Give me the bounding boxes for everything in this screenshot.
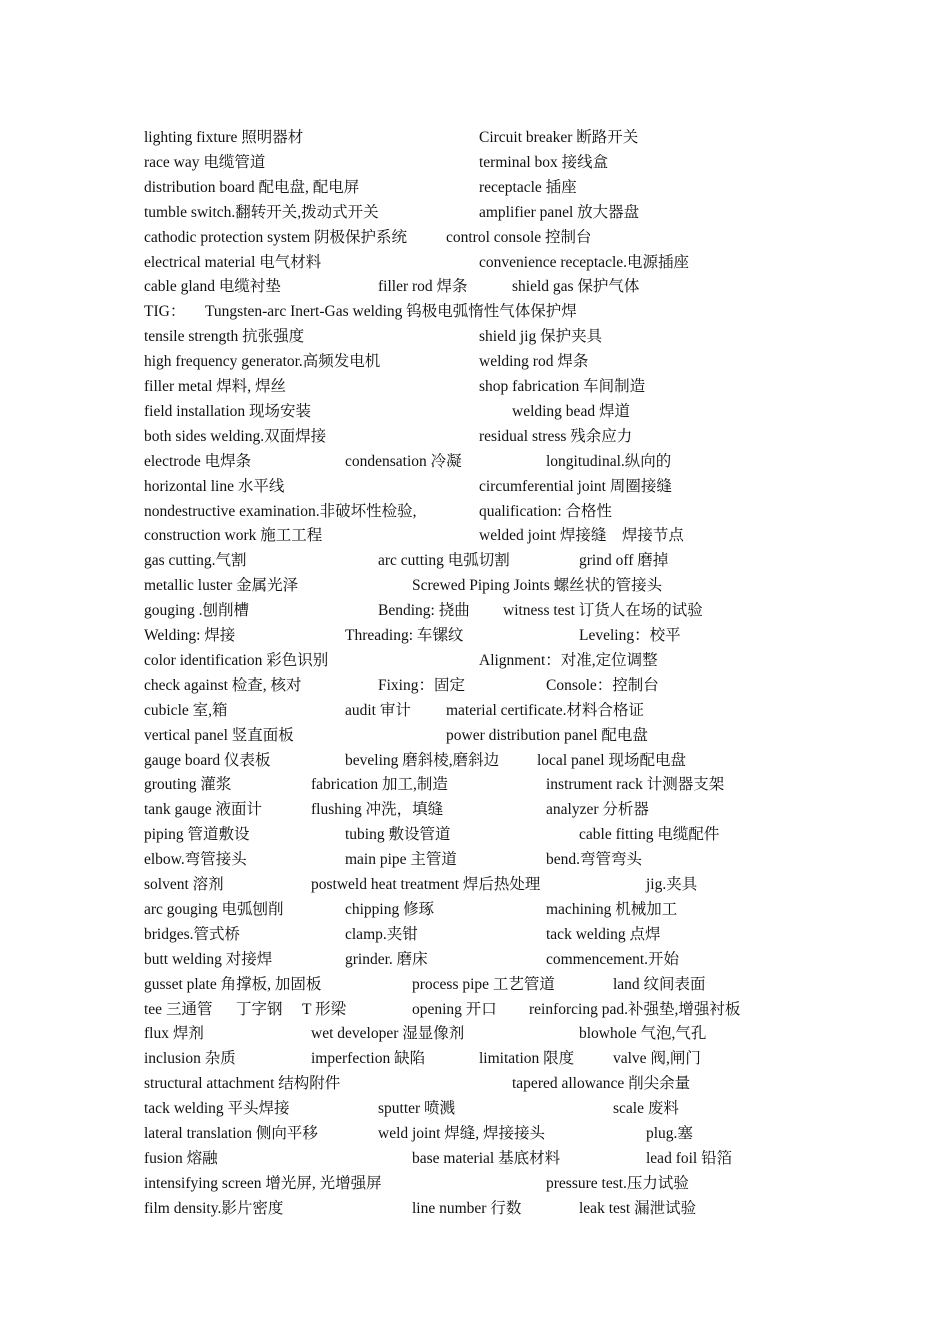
glossary-line [0,474,950,499]
glossary-line [0,772,950,797]
glossary-entry: beveling 磨斜棱,磨斜边 [345,751,500,769]
glossary-line [0,673,950,698]
glossary-entry: Bending: 挠曲 [378,602,470,620]
glossary-entry: Console：控制台 [546,676,659,694]
glossary-entry: electrode 电焊条 [144,452,252,470]
glossary-entry: material certificate.材料合格证 [446,701,644,719]
glossary-entry: base material 基底材料 [412,1149,561,1167]
glossary-entry: opening 开口 [412,1000,497,1018]
glossary-entry: piping 管道敷设 [144,826,250,844]
glossary-entry: tee 三通管 [144,1000,213,1018]
glossary-entry: convenience receptacle.电源插座 [479,253,690,271]
glossary-entry: gusset plate 角撑板, 加固板 [144,975,322,993]
glossary-entry: local panel 现场配电盘 [537,751,686,769]
glossary-entry: welding bead 焊道 [512,402,630,420]
glossary-entry: tapered allowance 削尖余量 [512,1075,691,1093]
glossary-entry: commencement.开始 [546,950,679,968]
glossary-entry: Alignment：对准,定位调整 [479,651,658,669]
glossary-entry: Tungsten-arc Inert-Gas welding 钨极电弧惰性气体保护焊 [205,303,577,321]
glossary-line [0,274,950,299]
glossary-entry: terminal box 接线盒 [479,153,609,171]
glossary-entry: tack welding 点焊 [546,925,661,943]
glossary-entry: both sides welding.双面焊接 [144,427,327,445]
glossary-line [0,449,950,474]
glossary-line [0,1046,950,1071]
glossary-line [0,1121,950,1146]
glossary-line [0,648,950,673]
glossary-entry: plug.塞 [646,1125,693,1142]
glossary-entry: machining 机械加工 [546,900,678,918]
glossary-line [0,1021,950,1046]
glossary-entry: Circuit breaker 断路开关 [479,129,639,146]
glossary-line [0,150,950,175]
glossary-entry: butt welding 对接焊 [144,950,273,968]
glossary-line [0,947,950,972]
glossary-line [0,797,950,822]
glossary-entry: TIG： [144,303,186,321]
glossary-entry: inclusion 杂质 [144,1050,236,1068]
glossary-entry: gas cutting.气割 [144,552,247,570]
glossary-line [0,698,950,723]
glossary-entry: Fixing：固定 [378,676,465,694]
glossary-entry: qualification: 合格性 [479,502,613,520]
glossary-line [0,499,950,524]
glossary-entry: control console 控制台 [446,228,592,246]
glossary-entry: shop fabrication 车间制造 [479,378,646,395]
glossary-entry: grind off 磨掉 [579,552,669,570]
glossary-entry: gouging .刨削槽 [144,602,250,620]
glossary-entry: arc gouging 电弧刨削 [144,900,284,918]
glossary-entry: shield jig 保护夹具 [479,328,603,346]
glossary-entry: Threading: 车镙纹 [345,627,464,644]
glossary-line [0,922,950,947]
glossary-line [0,324,950,349]
glossary-line [0,250,950,275]
glossary-entry: gauge board 仪表板 [144,751,271,769]
glossary-entry: bridges.管式桥 [144,925,241,943]
glossary-entry: tack welding 平头焊接 [144,1100,290,1118]
glossary-entry: analyzer 分析器 [546,801,649,819]
glossary-entry: process pipe 工艺管道 [412,975,555,993]
glossary-entry: filler metal 焊料, 焊丝 [144,378,287,395]
glossary-entry: flushing 冲洗，填缝 [311,801,444,819]
glossary-entry: receptacle 插座 [479,178,577,196]
glossary-entry: witness test 订货人在场的试验 [503,602,703,620]
glossary-line [0,972,950,997]
glossary-entry: land 纹间表面 [613,975,706,993]
glossary-entry: vertical panel 竖直面板 [144,726,294,744]
glossary-entry: welding rod 焊条 [479,353,589,371]
glossary-entry: Leveling：校平 [579,627,681,644]
glossary-entry: metallic luster 金属光泽 [144,577,299,595]
glossary-entry: filler rod 焊条 [378,278,468,296]
glossary-line [0,847,950,872]
glossary-entry: lead foil 铅箔 [646,1149,733,1167]
glossary-entry: tensile strength 抗张强度 [144,328,305,346]
glossary-line [0,523,950,548]
glossary-entry: 丁字钢 [236,1000,283,1018]
glossary-entry: longitudinal.纵向的 [546,452,672,470]
glossary-entry: wet developer 湿显像剂 [311,1025,465,1043]
glossary-line [0,623,950,648]
glossary-entry: cathodic protection system 阴极保护系统 [144,228,408,246]
glossary-line [0,822,950,847]
glossary-entry: arc cutting 电弧切割 [378,552,510,570]
glossary-line [0,897,950,922]
glossary-line [0,548,950,573]
glossary-entry: electrical material 电气材料 [144,253,322,271]
glossary-entry: construction work 施工工程 [144,527,323,545]
glossary-entry: tubing 敷设管道 [345,826,451,844]
glossary-line [0,225,950,250]
glossary-entry: lateral translation 侧向平移 [144,1125,318,1142]
glossary-entry: check against 检查, 核对 [144,676,302,694]
glossary-entry: solvent 溶剂 [144,876,224,893]
glossary-entry: grinder. 磨床 [345,950,428,968]
glossary-line [0,748,950,773]
glossary-entry: fabrication 加工,制造 [311,776,448,794]
glossary-entry: postweld heat treatment 焊后热处理 [311,876,541,893]
glossary-line [0,872,950,897]
glossary-entry: horizontal line 水平线 [144,477,285,495]
glossary-line [0,299,950,324]
glossary-entry: grouting 灌浆 [144,776,232,794]
glossary-entry: instrument rack 计测器支架 [546,776,725,794]
glossary-line [0,997,950,1022]
glossary-entry: film density.影片密度 [144,1199,284,1217]
glossary-entry: amplifier panel 放大器盘 [479,203,640,221]
glossary-entry: lighting fixture 照明器材 [144,129,304,146]
glossary-line [0,125,950,150]
glossary-line [0,598,950,623]
glossary-entry: flux 焊剂 [144,1025,204,1043]
glossary-entry: leak test 漏泄试验 [579,1199,697,1217]
glossary-entry: circumferential joint 周圈接缝 [479,477,672,495]
glossary-entry: valve 阀,闸门 [613,1050,701,1068]
glossary-entry: weld joint 焊缝, 焊接接头 [378,1125,546,1142]
glossary-entry: structural attachment 结构附件 [144,1075,341,1093]
glossary-line [0,1171,950,1196]
glossary-entry: main pipe 主管道 [345,851,457,869]
glossary-line [0,1096,950,1121]
glossary-entry: elbow.弯管接头 [144,851,247,869]
glossary-line [0,349,950,374]
glossary-entry: pressure test.压力试验 [546,1174,689,1192]
glossary-entry: Welding: 焊接 [144,627,236,644]
glossary-entry: blowhole 气泡,气孔 [579,1025,707,1043]
glossary-entry: shield gas 保护气体 [512,278,640,296]
glossary-entry: high frequency generator.高频发电机 [144,353,381,371]
glossary-entry: T 形梁 [302,1000,347,1018]
glossary-line [0,1146,950,1171]
glossary-entry: sputter 喷溅 [378,1100,456,1118]
glossary-line [0,573,950,598]
glossary-entry: condensation 冷凝 [345,452,462,470]
glossary-line [0,374,950,399]
glossary-entry: field installation 现场安装 [144,402,312,420]
glossary-line [0,175,950,200]
glossary-entry: reinforcing pad.补强垫,增强衬板 [529,1000,741,1018]
glossary-line [0,200,950,225]
glossary-entry: residual stress 残余应力 [479,427,633,445]
glossary-entry: clamp.夹钳 [345,925,418,943]
glossary-entry: jig.夹具 [646,876,698,893]
glossary-entry: tumble switch.翻转开关,拨动式开关 [144,203,379,221]
glossary-entry: scale 废料 [613,1100,679,1118]
glossary-line [0,1071,950,1096]
glossary-entry: imperfection 缺陷 [311,1050,426,1068]
glossary-entry: chipping 修琢 [345,900,435,918]
glossary-entry: power distribution panel 配电盘 [446,726,648,744]
glossary-entry: audit 审计 [345,701,411,719]
glossary-entry: cable gland 电缆衬垫 [144,278,281,296]
glossary-entry: race way 电缆管道 [144,153,266,171]
glossary-line [0,1196,950,1221]
glossary-entry: fusion 熔融 [144,1149,218,1167]
glossary-entry: Screwed Piping Joints 螺丝状的管接头 [412,577,663,595]
glossary-entry: line number 行数 [412,1199,522,1217]
glossary-entry: tank gauge 液面计 [144,801,262,819]
glossary-entry: bend.弯管弯头 [546,851,643,869]
glossary-entry: nondestructive examination.非破坏性检验, [144,502,417,520]
glossary-line [0,424,950,449]
glossary-line [0,399,950,424]
glossary-entry: distribution board 配电盘, 配电屏 [144,178,360,196]
glossary-entry: color identification 彩色识别 [144,651,329,669]
glossary-entry: limitation 限度 [479,1050,575,1068]
glossary-entry: cubicle 室,箱 [144,701,228,719]
glossary-entry: cable fitting 电缆配件 [579,826,720,844]
glossary-line [0,723,950,748]
glossary-entry: intensifying screen 增光屏, 光增强屏 [144,1174,382,1192]
glossary-entry: welded joint 焊接缝 焊接节点 [479,527,684,545]
